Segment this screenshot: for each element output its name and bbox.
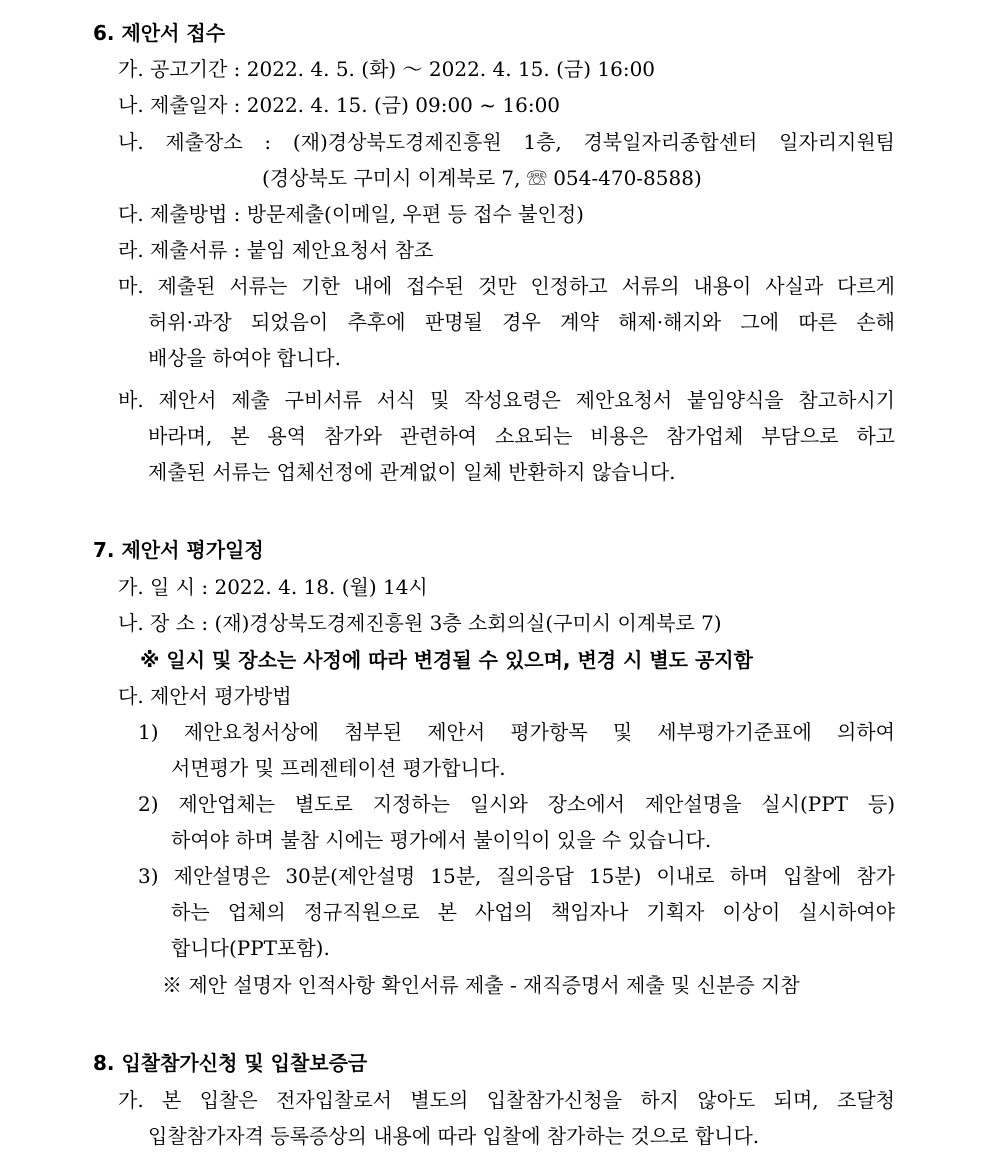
s7-item1-line1: 1) 제안요청서상에 첨부된 제안서 평가항목 및 세부평가기준표에 의하여 [138,720,895,744]
section-7-heading: 7. 제안서 평가일정 [93,538,264,562]
s8-line-2: 입찰참가자격 등록증상의 내용에 따라 입찰에 참가하는 것으로 합니다. [148,1124,760,1148]
s6-line-submit-date: 나. 제출일자 : 2022. 4. 15. (금) 09:00 ~ 16:00 [118,93,561,117]
s6-line-submit-method: 다. 제출방법 : 방문제출(이메일, 우편 등 접수 불인정) [118,202,584,226]
s7-item3-line1: 3) 제안설명은 30분(제안설명 15분, 질의응답 15분) 이내로 하며 입찰에 참가 [138,864,895,888]
s7-item3-line3: 합니다(PPT포함). [171,936,330,960]
section-8-heading: 8. 입찰참가신청 및 입찰보증금 [93,1051,368,1075]
s6-line-ma-1: 마. 제출된 서류는 기한 내에 접수된 것만 인정하고 서류의 내용이 사실과 다르게 [118,274,895,298]
s7-item2-line1: 2) 제안업체는 별도로 지정하는 일시와 장소에서 제안설명을 실시(PPT 등) [138,792,895,816]
s7-line-datetime: 가. 일 시 : 2022. 4. 18. (월) 14시 [118,575,428,599]
s6-line-ma-2: 허위·과장 되었음이 추후에 판명될 경우 계약 해제·해지와 그에 따른 손해 [148,310,895,334]
s7-item1-line2: 서면평가 및 프레젠테이션 평가합니다. [171,756,506,780]
s7-sub-note: ※ 제안 설명자 인적사항 확인서류 제출 - 재직증명서 제출 및 신분증 지참 [162,973,800,997]
s6-line-ba-2: 바라며, 본 용역 참가와 관련하여 소요되는 비용은 참가업체 부담으로 하고 [148,424,895,448]
s6-line-submit-place: 나. 제출장소 : (재)경상북도경제진흥원 1층, 경북일자리종합센터 일자리지원팀 [118,130,895,154]
s6-line-ba-1: 바. 제안서 제출 구비서류 서식 및 작성요령은 제안요청서 붙임양식을 참고하시기 [118,388,895,412]
s7-line-place: 나. 장 소 : (재)경상북도경제진흥원 3층 소회의실(구미시 이계북로 7) [118,611,722,635]
s6-line-submit-docs: 라. 제출서류 : 붙임 제안요청서 참조 [118,238,434,262]
s7-notice: ※ 일시 및 장소는 사정에 따라 변경될 수 있으며, 변경 시 별도 공지함 [140,648,753,672]
s6-line-ma-3: 배상을 하여야 합니다. [148,346,341,370]
s7-item2-line2: 하여야 하며 불참 시에는 평가에서 불이익이 있을 수 있습니다. [171,828,712,852]
s7-item3-line2: 하는 업체의 정규직원으로 본 사업의 책임자나 기획자 이상이 실시하여야 [171,900,895,924]
section-6-heading: 6. 제안서 접수 [93,21,226,45]
s6-line-ba-3: 제출된 서류는 업체선정에 관계없이 일체 반환하지 않습니다. [148,460,676,484]
s7-line-eval-method: 다. 제안서 평가방법 [118,684,292,708]
s6-line-address: (경상북도 구미시 이계북로 7, ☏ 054-470-8588) [262,166,702,190]
s8-line-1: 가. 본 입찰은 전자입찰로서 별도의 입찰참가신청을 하지 않아도 되며, 조달청 [118,1088,895,1112]
s6-line-notice-period: 가. 공고기간 : 2022. 4. 5. (화) ～ 2022. 4. 15. (금) 16:00 [118,57,656,81]
